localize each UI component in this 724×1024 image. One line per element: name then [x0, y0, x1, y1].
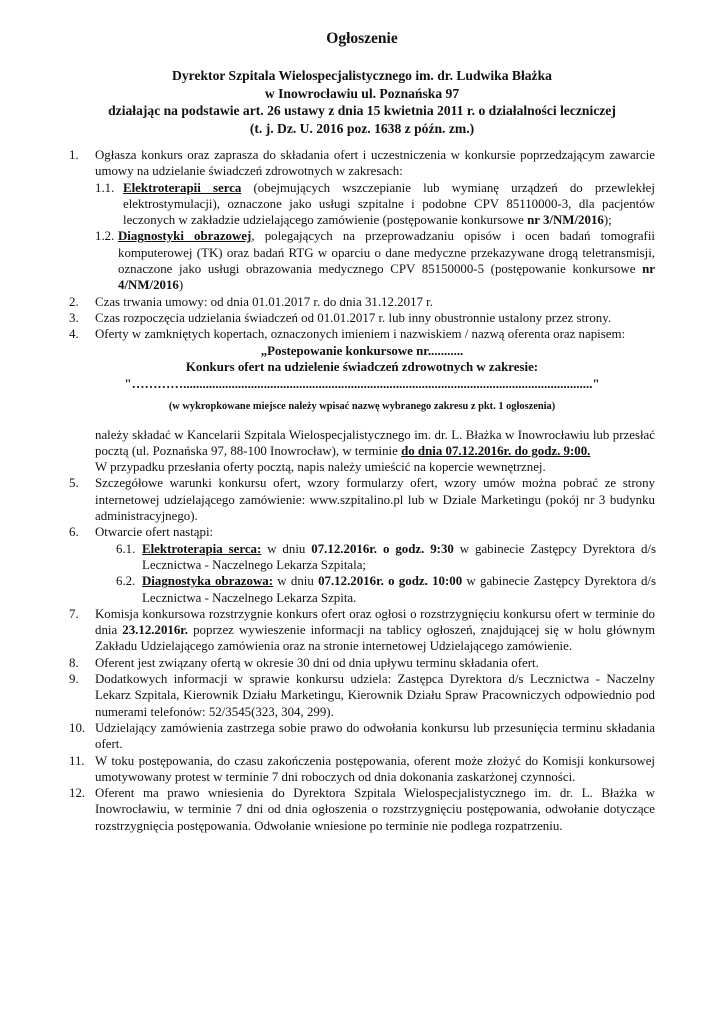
- list-item-number: 8.: [69, 655, 79, 670]
- envelope-inscription: [0, 343, 724, 399]
- header-line-4: (t. j. Dz. U. 2016 poz. 1638 z późn. zm.): [249, 120, 475, 136]
- result-text: Komisja konkursowa rozstrzygnie konkurs ofert oraz ogłosi o rozstrzygnięciu konkursu ofert w terminie do dnia: [95, 606, 655, 638]
- announcement-list: [0, 147, 724, 834]
- scope-end: );: [603, 213, 612, 228]
- opening-pre: w dniu: [273, 574, 319, 589]
- sublist-item-text: [95, 180, 655, 229]
- opening-pre: w dniu: [261, 541, 312, 556]
- sublist-item-number: 1.2.: [95, 229, 115, 244]
- list-item-text: Udzielający zamówienia zastrzega sobie prawo do odwołania konkursu lub przesunięcia terminu składania ofert.: [95, 720, 655, 752]
- list-item-number: 12.: [69, 786, 86, 801]
- header-line-2: w Inowrocławiu ul. Poznańska 97: [264, 85, 460, 101]
- list-item-text: Czas rozpoczęcia udzielania świadczeń od 01.01.2017 r. lub inny obustronnie ustalony przez strony.: [95, 310, 612, 325]
- sublist-item-6-1: [116, 541, 656, 574]
- header-line-1: Dyrektor Szpitala Wielospecjalistycznego im. dr. Ludwika Błażka: [172, 68, 552, 83]
- list-item-text: Szczegółowe warunki konkursu ofert, wzory formularzy ofert, wzory umów można pobrać ze strony internetowej udzielającego zamówienie: www.szpitalino.pl lub w Dziale Marketingu (pokój nr 3 budynku administracyjnego).: [95, 476, 655, 524]
- list-item-number: 9.: [69, 672, 79, 687]
- list-item-text: Oferent ma prawo wniesienia do Dyrektora Szpitala Wielospecjalistycznego im. dr. L. Błażka w Inowrocławiu, w terminie 7 dni od dnia ogłoszenia o rozstrzygnięciu postępowania, odwołanie dotyczące rozstrzygnięcia postępowania. Odwołanie wniesione po terminie nie podlega rozpatrzeniu.: [95, 786, 655, 833]
- header-line-3: działając na podstawie art. 26 ustawy z dnia 15 kwietnia 2011 r. o działalności leczniczej: [108, 103, 616, 118]
- procedure-code: nr 4/NM/2016: [118, 262, 655, 293]
- list-item-text: Czas trwania umowy: od dnia 01.01.2017 r. do dnia 31.12.2017 r.: [95, 294, 433, 309]
- list-item-number: 2.: [69, 294, 79, 309]
- scope-name: Diagnostyki obrazowej: [118, 229, 252, 244]
- sublist-item-1-1: [95, 180, 655, 229]
- list-item-number: 11.: [69, 753, 85, 768]
- list-item-text: Otwarcie ofert nastąpi:: [95, 525, 214, 540]
- opening-place: w gabinecie Zastępcy Dyrektora d/s Lecznictwa - Naczelnego Lekarza Szpita.: [142, 574, 656, 605]
- scope-name: Elektroterapii serca: [123, 180, 242, 195]
- result-date: 23.12.2016r.: [122, 623, 189, 638]
- sublist-item-1-2: [95, 228, 655, 293]
- list-item-number: 4.: [69, 327, 79, 342]
- opening-date: 07.12.2016r. o godz. 9:30: [311, 541, 454, 556]
- envelope-line-1: „Postepowanie konkursowe nr...........: [260, 343, 464, 358]
- sublist-item-6-2: [116, 573, 656, 606]
- opening-scope: Diagnostyka obrazowa:: [142, 574, 274, 589]
- submission-text: należy składać w Kancelarii Szpitala Wielospecjalistycznego im. dr. L. Błażka w Inowrocławiu lub przesłać pocztą (ul. Poznańska 97, 88-100 Inowrocław), w terminie: [95, 427, 655, 458]
- list-item-5: [0, 475, 724, 524]
- list-item-text: Oferty w zamkniętych kopertach, oznaczonych imieniem i nazwiskiem / nazwą oferenta oraz napisem:: [95, 327, 626, 342]
- list-item-text: Oferent jest związany ofertą w okresie 30 dni od dnia upływu terminu składania ofert.: [95, 655, 539, 670]
- envelope-line-3: "…………...............................................................................................................................": [124, 376, 600, 391]
- scope-end: ): [178, 278, 184, 293]
- sublist-item-number: 1.1.: [95, 180, 115, 195]
- list-item-4: [0, 326, 724, 342]
- list-item-number: 10.: [69, 720, 86, 735]
- envelope-note-row: [0, 399, 724, 427]
- opening-scope: Elektroterapia serca:: [142, 541, 262, 556]
- envelope-note: (w wykropkowane miejsce należy wpisać nazwę wybranego zakresu z pkt. 1 ogłoszenia): [168, 400, 556, 412]
- result-text-rest: poprzez wywieszenie informacji na tablicy ogłoszeń, znajdującej się w holu głównym Zakładu Udzielającego zamówienia oraz na stronie internetowej Udzielającego zamówienie.: [95, 623, 655, 654]
- document-header: [0, 67, 724, 137]
- list-item-text: Ogłasza konkurs oraz zaprasza do składania ofert i uczestniczenia w konkursie poprzedzającym zawarcie umowy na udzielanie świadczeń zdrowotnych w zakresach:: [95, 148, 655, 179]
- envelope-line-2: Konkurs ofert na udzielenie świadczeń zdrowotnych w zakresie:: [185, 359, 539, 374]
- submission-deadline: do dnia 07.12.2016r. do godz. 9:00.: [401, 443, 591, 458]
- procedure-code: nr 3/NM/2016: [527, 213, 604, 228]
- list-item-number: 1.: [69, 148, 79, 162]
- list-item-number: 3.: [69, 310, 79, 325]
- list-item-number: 6.: [69, 525, 79, 540]
- list-item-11: [0, 753, 724, 786]
- list-item-text: [95, 606, 655, 655]
- list-item-6: [0, 524, 724, 540]
- sublist-item-number: 6.1.: [116, 541, 136, 556]
- list-item-1: [0, 147, 724, 180]
- opening-place: w gabinecie Zastępcy Dyrektora d/s Lecznictwa - Naczelnego Lekarza Szpitala;: [142, 541, 656, 572]
- document-title: Ogłoszenie: [326, 30, 398, 47]
- scope-description: (obejmujących wszczepianie lub wymianę urządzeń do przewlekłej elektrostymulacji), oznaczone jako usługi szpitalne i podobne CPV 85110000-3, dla pacjentów leczonych w zakładzie udzielającego zamówienie (postępowanie konkursowe: [123, 180, 655, 228]
- postal-note: W przypadku przesłania oferty pocztą, napis należy umieścić na kopercie wewnętrznej.: [95, 460, 546, 475]
- list-item-10: [0, 720, 724, 753]
- sublist-item-text: [116, 573, 656, 606]
- list-item-number: 7.: [69, 606, 79, 621]
- list-item-3: [0, 310, 724, 326]
- list-item-7: [0, 606, 724, 655]
- list-item-text: W toku postępowania, do czasu zakończenia postępowania, oferent może złożyć do Komisji konkursowej umotywowany protest w terminie 7 dni roboczych od dnia dokonania zaskarżonej czynności.: [95, 753, 655, 784]
- list-item-2: [0, 294, 724, 310]
- list-item-text: Dodatkowych informacji w sprawie konkursu udziela: Zastępca Dyrektora d/s Lecznictwa - Naczelny Lekarz Szpitala, Kierownik Działu Marketingu, Kierownik Działu Spraw Pracowniczych odpowiednio pod numerami telefonów: 52/3545(323, 304, 299).: [95, 672, 655, 719]
- list-item-9: [0, 671, 724, 720]
- scope-description: , polegających na przeprowadzaniu opisów i ocen badań tomografii komputerowej (TK) oraz badań RTG w oparciu o dane medyczne przekazywane drogą teletransmisji, oznaczone jako usługi obrazowania medycznego CPV 85150000-5 (postępowanie konkursowe: [118, 229, 655, 277]
- list-item-12: [0, 785, 724, 834]
- sublist-item-number: 6.2.: [116, 574, 136, 589]
- sublist-item-text: [95, 228, 655, 293]
- opening-date: 07.12.2016r. o godz. 10:00: [318, 574, 463, 589]
- submission-instructions: [95, 427, 655, 460]
- list-item-8: [0, 655, 724, 671]
- sublist-item-text: [116, 541, 656, 574]
- list-item-number: 5.: [69, 476, 79, 491]
